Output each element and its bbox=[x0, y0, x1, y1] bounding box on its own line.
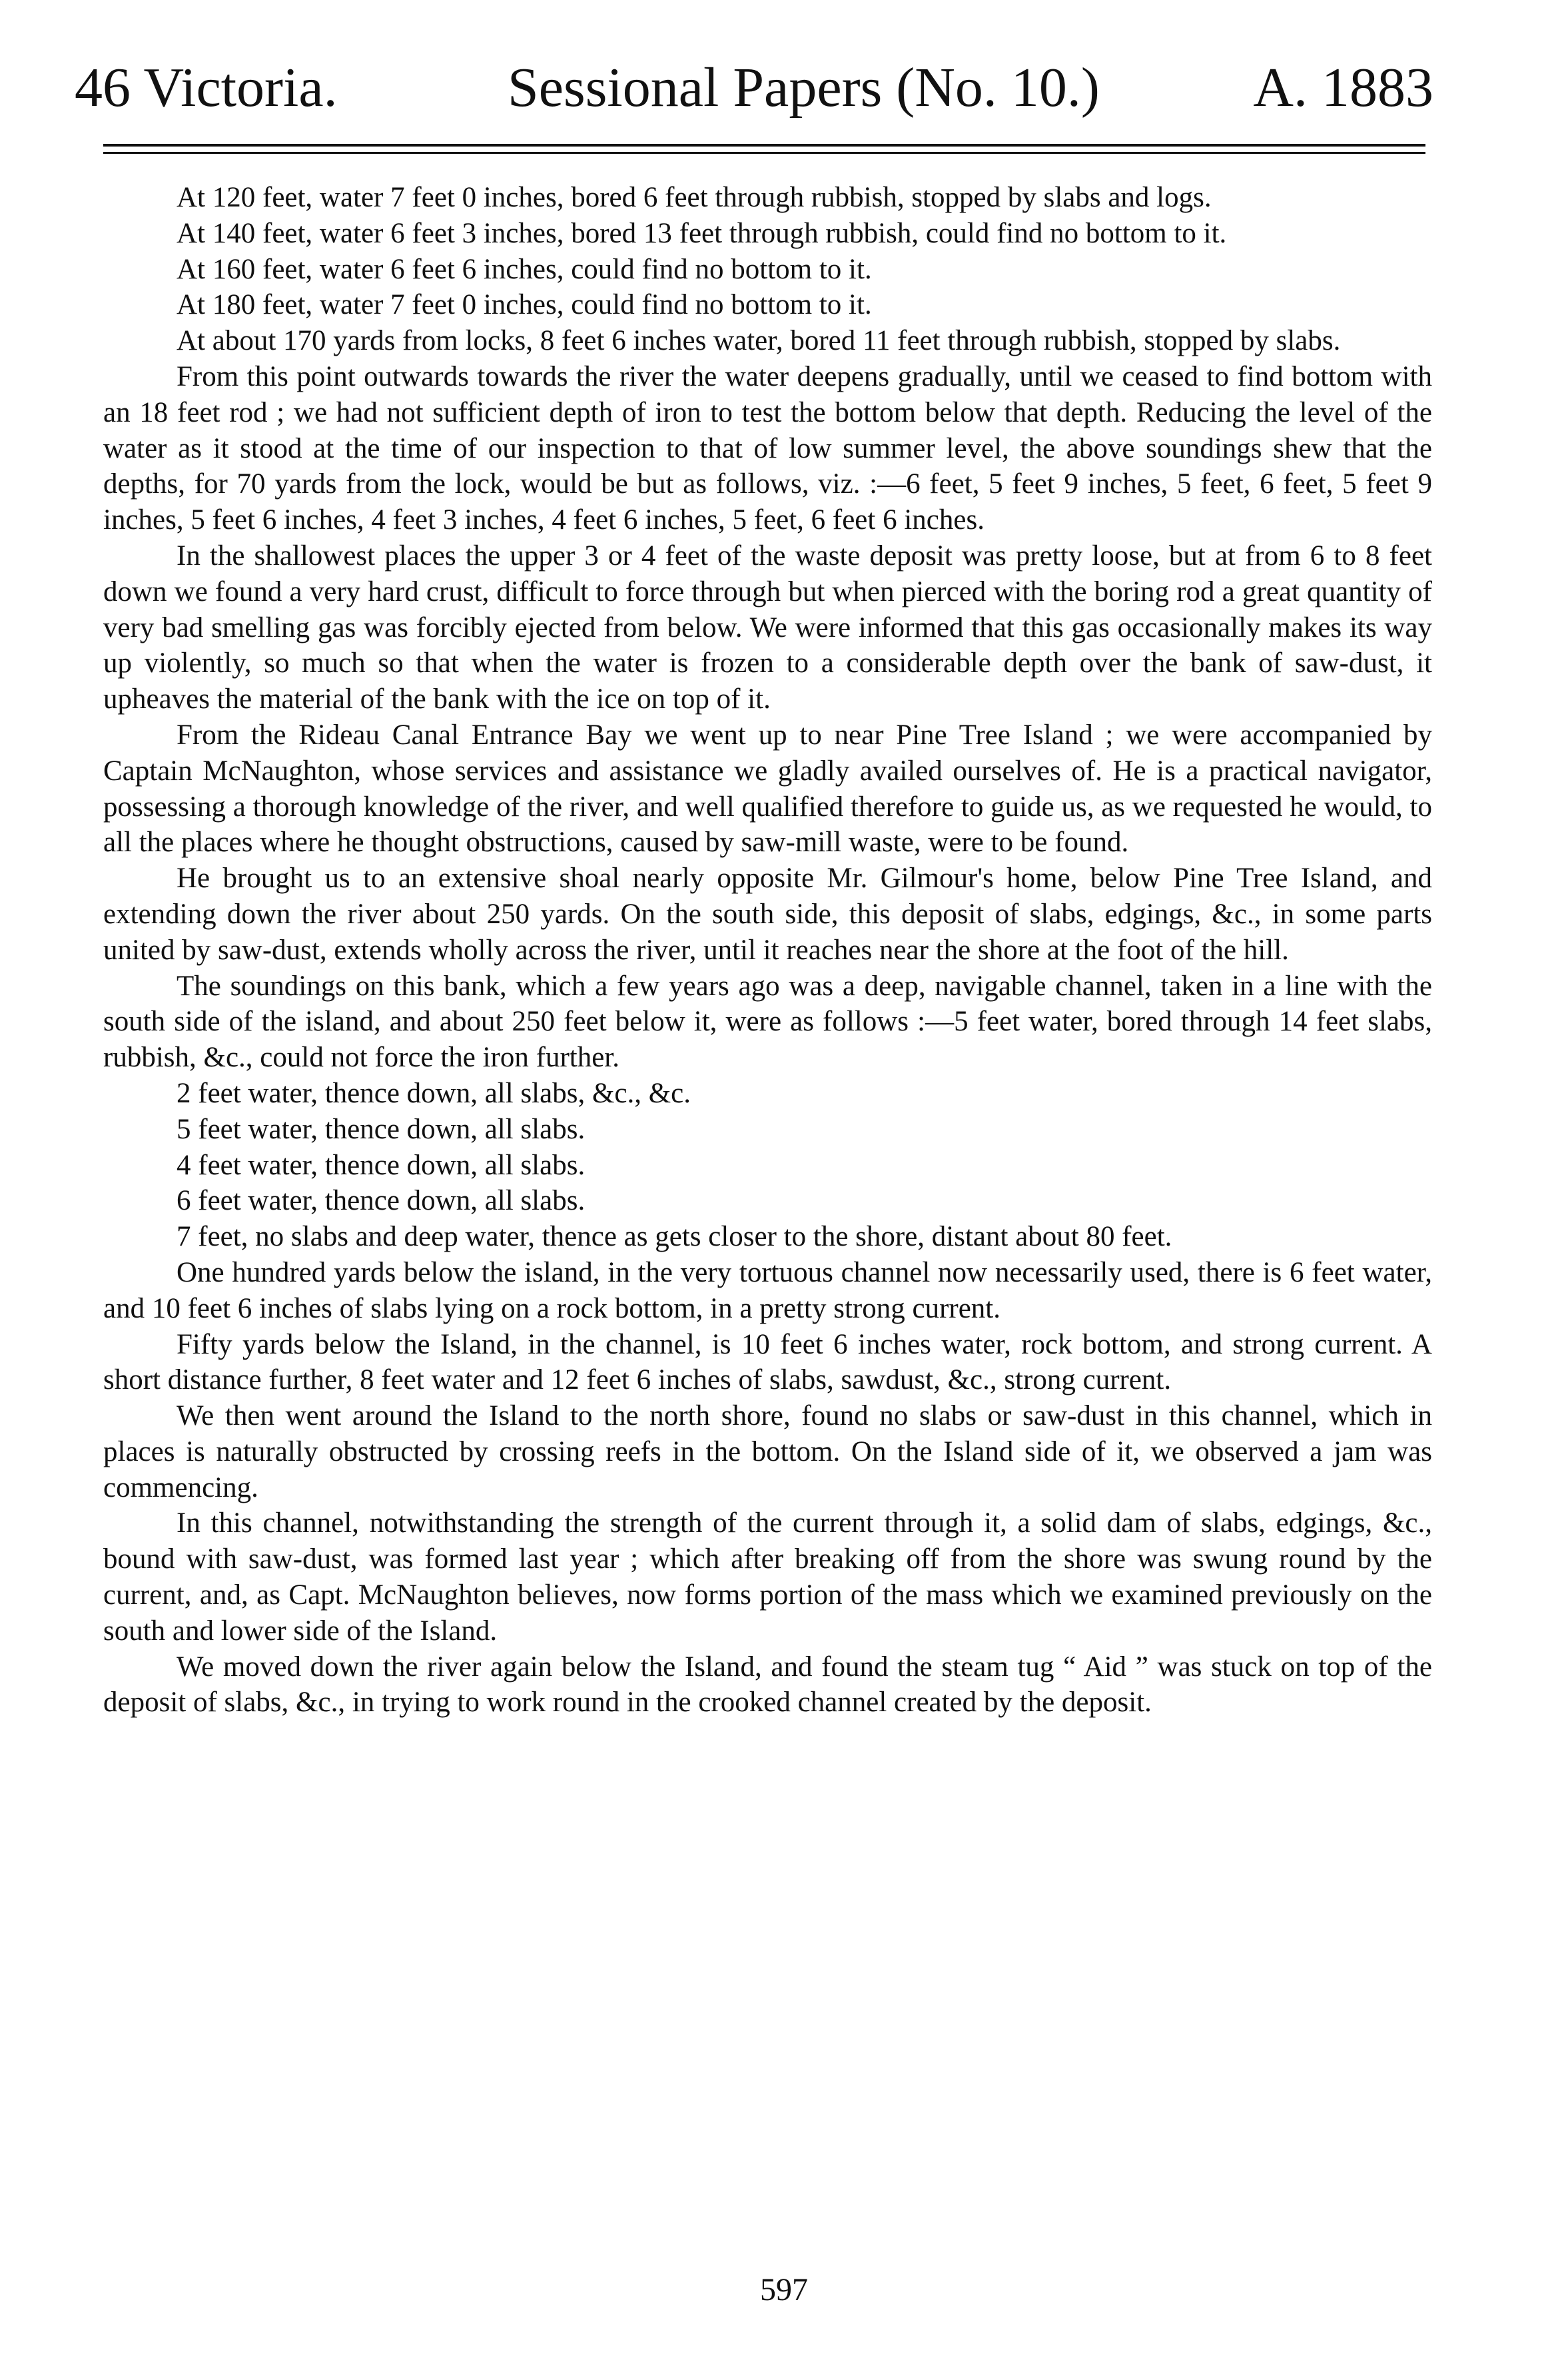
paragraph: In the shallowest places the upper 3 or 4 feet of the waste deposit was pretty loose, but at from 6 to 8 feet down we found a very hard crust, difficult to force through but when pierced with the boring rod a great quantity of very bad smelling gas was forcibly ejected from below. We were informed that this gas occasionally makes its way up violently, so much so that when the water is frozen to a considerable depth over the bank of saw-dust, it upheaves the material of the bank with the ice on top of it. bbox=[103, 540, 1432, 715]
sounding-line: 6 feet water, thence down, all slabs. bbox=[177, 1185, 586, 1217]
page-number: 597 bbox=[760, 2272, 808, 2307]
paragraph: We moved down the river again below the Island, and found the steam tug “ Aid ” was stuck on top of the deposit of slabs, &c., in trying to work round in the crooked channel created by the deposit. bbox=[103, 1651, 1432, 1719]
paragraph: From the Rideau Canal Entrance Bay we went up to near Pine Tree Island ; we were accompanied by Captain McNaughton, whose services and assistance we gladly availed ourselves of. He is a practical navigator, possessing a thorough knowledge of the river, and well qualified therefore to guide us, as we requested he would, to all the places where he thought obstructions, caused by saw-mill waste, were to be found. bbox=[103, 719, 1432, 859]
paragraph: At 120 feet, water 7 feet 0 inches, bored 6 feet through rubbish, stopped by slabs and logs. bbox=[177, 182, 1212, 213]
sounding-line: 5 feet water, thence down, all slabs. bbox=[177, 1113, 586, 1145]
paragraph: We then went around the Island to the north shore, found no slabs or saw-dust in this channel, which in places is naturally obstructed by crossing reefs in the bottom. On the Island side of it, we observed a jam was commencing. bbox=[103, 1400, 1432, 1503]
header-session: 46 Victoria. bbox=[75, 57, 338, 119]
header-year: A. 1883 bbox=[1253, 57, 1433, 119]
header-rule-bottom bbox=[103, 152, 1425, 154]
paragraph: At 140 feet, water 6 feet 3 inches, bored 13 feet through rubbish, could find no bottom to it. bbox=[177, 217, 1227, 249]
paragraph: At 160 feet, water 6 feet 6 inches, could find no bottom to it. bbox=[177, 253, 872, 285]
paragraph: At about 170 yards from locks, 8 feet 6 inches water, bored 11 feet through rubbish, stopped by slabs. bbox=[177, 325, 1341, 357]
paragraph: He brought us to an extensive shoal nearly opposite Mr. Gilmour's home, below Pine Tree Island, and extending down the river about 250 yards. On the south side, this deposit of slabs, edgings, &c., in some parts united by saw-dust, extends wholly across the river, until it reaches near the shore at the foot of the hill. bbox=[103, 863, 1432, 966]
paragraph: Fifty yards below the Island, in the channel, is 10 feet 6 inches water, rock bottom, and strong current. A short distance further, 8 feet water and 12 feet 6 inches of slabs, sawdust, &c., strong current. bbox=[103, 1328, 1432, 1396]
sounding-line: 2 feet water, thence down, all slabs, &c., &c. bbox=[177, 1077, 691, 1109]
paragraph: One hundred yards below the island, in the very tortuous channel now necessarily used, there is 6 feet water, and 10 feet 6 inches of slabs lying on a rock bottom, in a pretty strong current. bbox=[103, 1256, 1432, 1324]
header-title: Sessional Papers (No. 10.) bbox=[508, 57, 1100, 119]
sounding-line: 4 feet water, thence down, all slabs. bbox=[177, 1149, 586, 1181]
header-rule-top bbox=[103, 144, 1425, 147]
running-header bbox=[75, 55, 1433, 121]
body-text bbox=[103, 180, 1432, 1721]
paragraph: In this channel, notwithstanding the strength of the current through it, a solid dam of slabs, edgings, &c., bound with saw-dust, was formed last year ; which after breaking off from the shore was swung round by the current, and, as Capt. McNaughton believes, now forms portion of the mass which we examined previously on the south and lower side of the Island. bbox=[103, 1507, 1432, 1647]
sounding-line: 7 feet, no slabs and deep water, thence as gets closer to the shore, distant about 80 feet. bbox=[177, 1221, 1172, 1253]
paragraph: At 180 feet, water 7 feet 0 inches, could find no bottom to it. bbox=[177, 289, 872, 321]
paragraph: From this point outwards towards the river the water deepens gradually, until we ceased to find bottom with an 18 feet rod ; we had not sufficient depth of iron to test the bottom below that depth. Reducing the level of the water as it stood at the time of our inspection to that of low summer level, the above soundings shew that the depths, for 70 yards from the lock, would be but as follows, viz. :—6 feet, 5 feet 9 inches, 5 feet, 6 feet, 5 feet 9 inches, 5 feet 6 inches, 4 feet 3 inches, 4 feet 6 inches, 5 feet, 6 feet 6 inches. bbox=[103, 360, 1432, 536]
paragraph: The soundings on this bank, which a few years ago was a deep, navigable channel, taken in a line with the south side of the island, and about 250 feet below it, were as follows :—5 feet water, bored through 14 feet slabs, rubbish, &c., could not force the iron further. bbox=[103, 970, 1432, 1074]
